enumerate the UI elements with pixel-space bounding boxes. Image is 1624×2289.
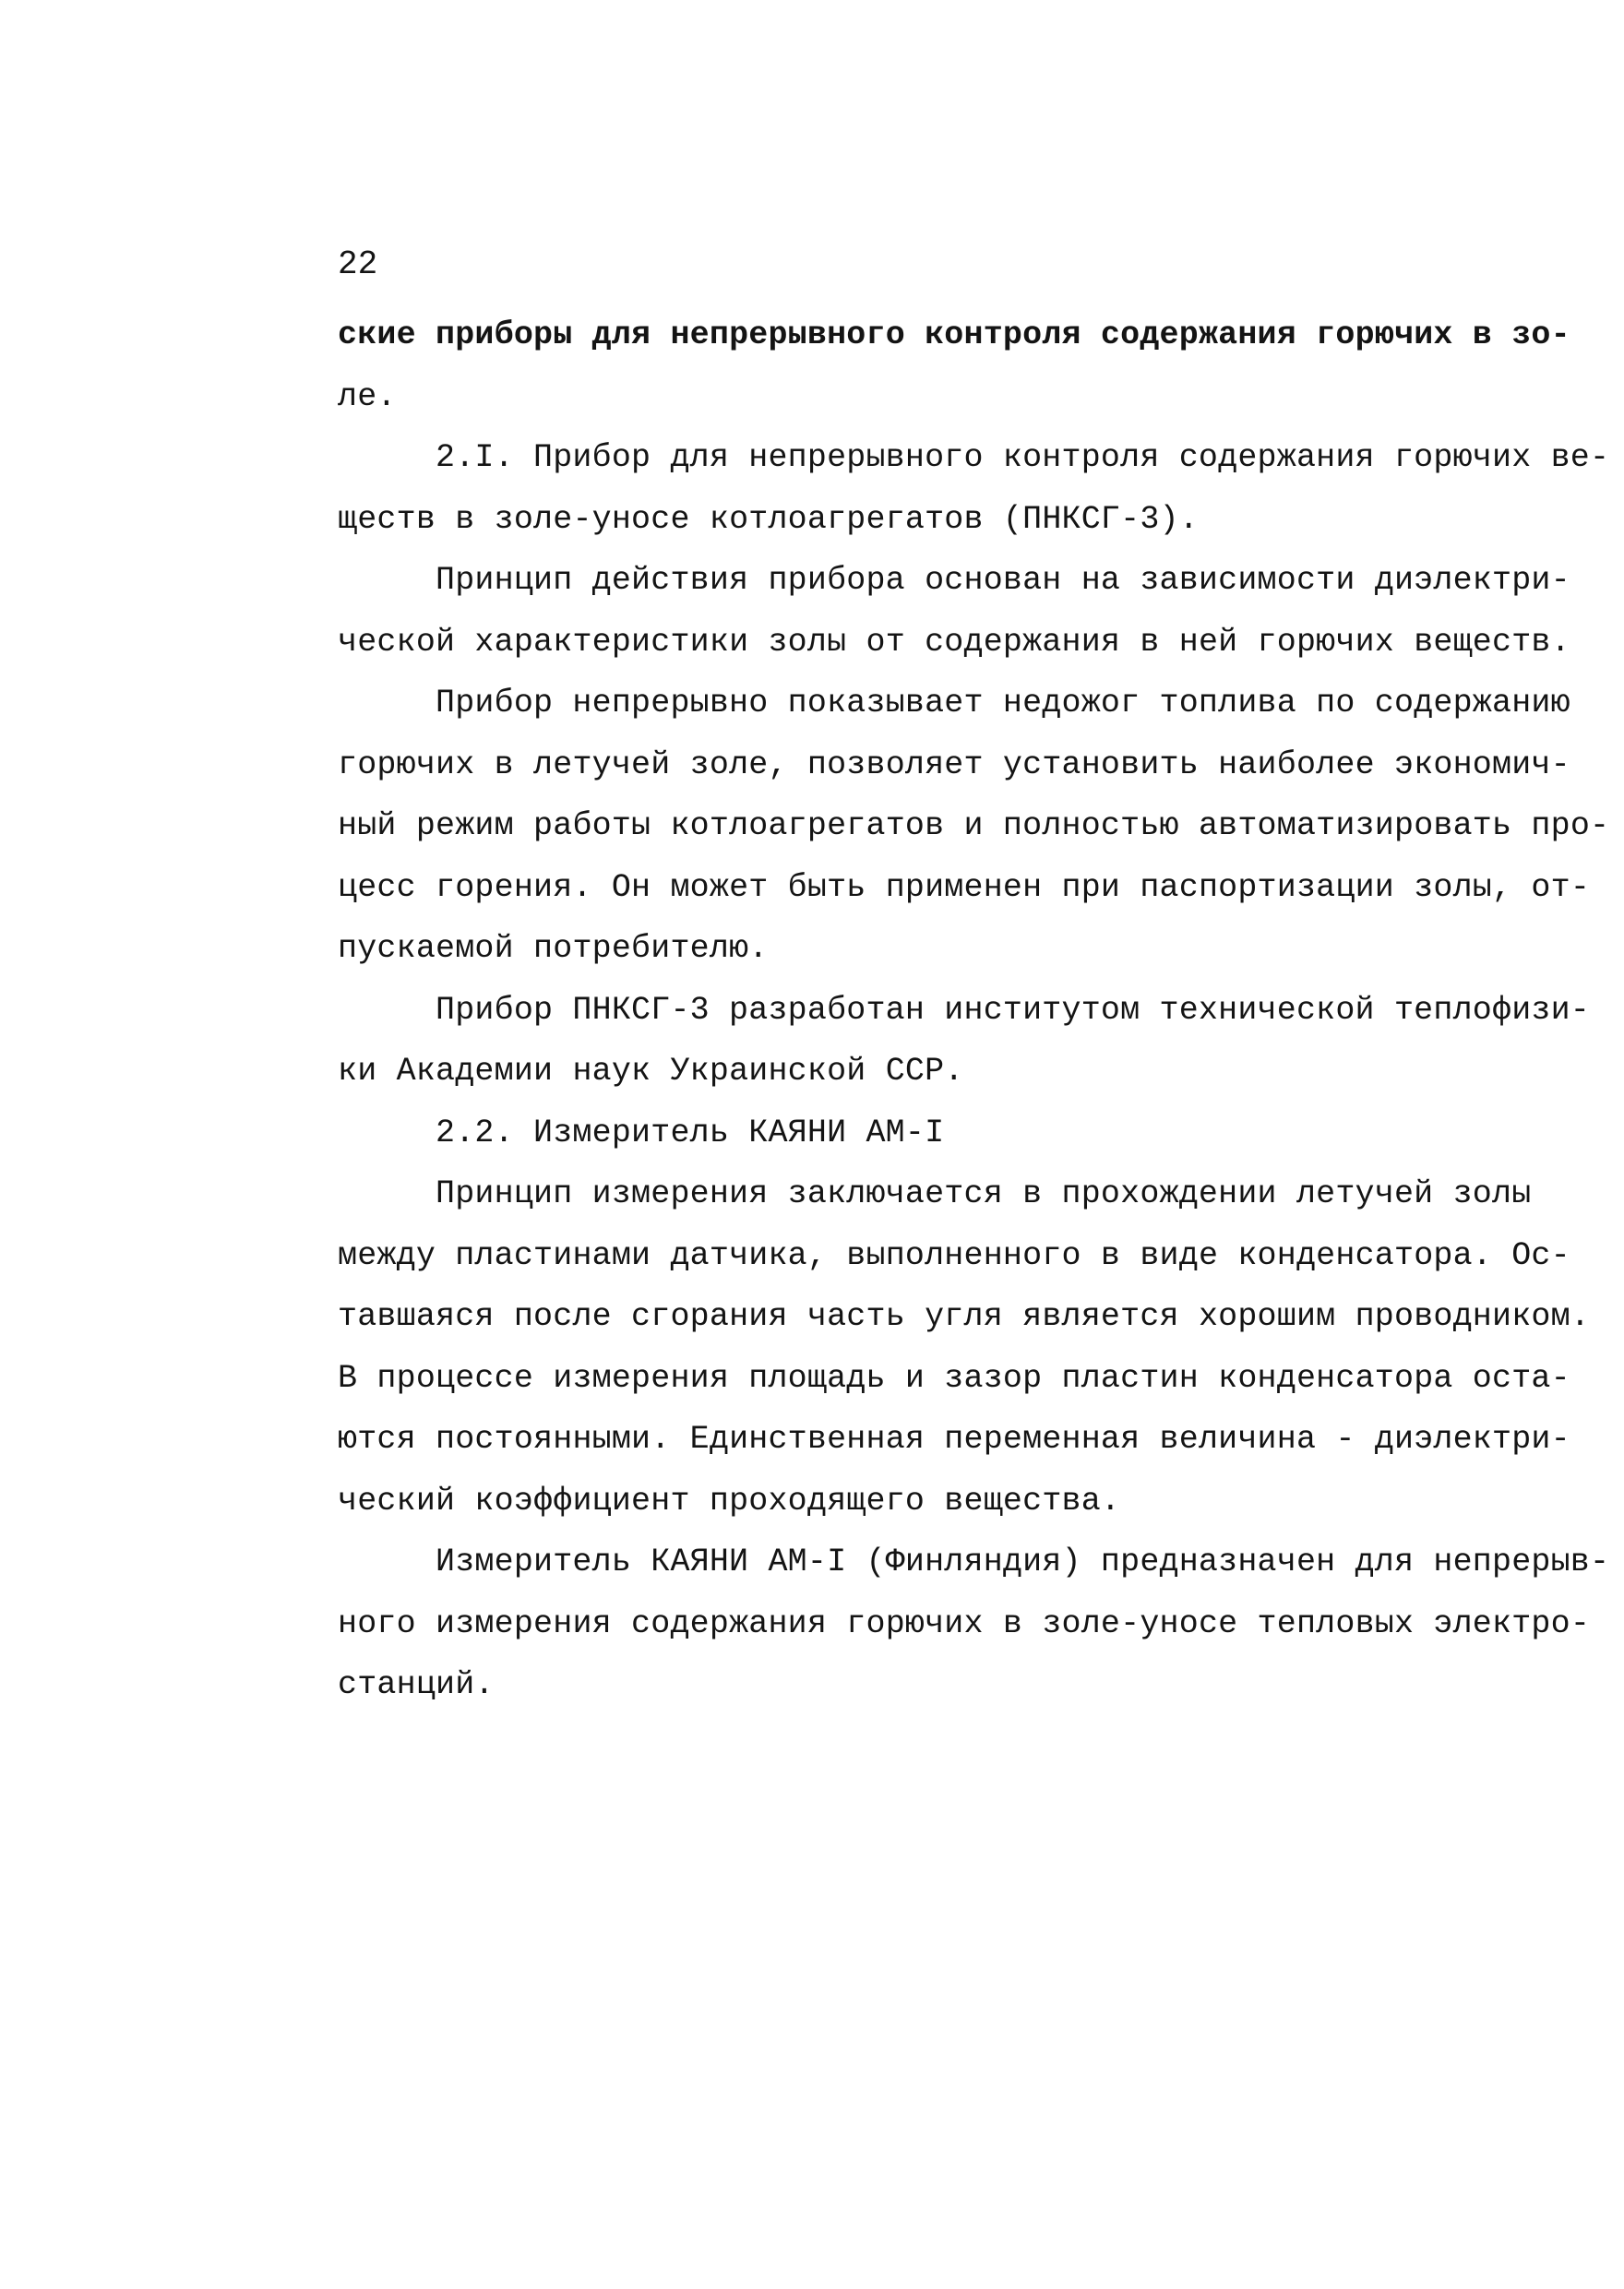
text-line: ки Академии наук Украинской ССР. [338,1053,964,1090]
text-line: ческой характеристики золы от содержания в ней горючих веществ. [338,623,1570,661]
section-heading-2-2: 2.2. Измеритель КАЯНИ АМ-I [436,1114,945,1151]
text-line: горючих в летучей золе, позволяет установить наиболее экономич- [338,745,1570,783]
paragraph-start: Принцип действия прибора основан на зависимости диэлектри- [436,562,1570,599]
text-line: пускаемой потребителю. [338,930,769,967]
text-line: цесс горения. Он может быть применен при паспортизации золы, от- [338,868,1591,906]
paragraph-start: Измеритель КАЯНИ АМ-I (Финляндия) предназначен для непрерыв- [436,1544,1610,1580]
paragraph-start: Прибор ПНКСГ-3 разработан институтом технической теплофизи- [436,991,1591,1029]
text-line: ются постоянными. Единственная переменная величина - диэлектри- [338,1421,1570,1458]
text-line: между пластинами датчика, выполненного в виде конденсатора. Ос- [338,1236,1570,1274]
text-line: ле. [338,377,397,415]
text-line: ный режим работы котлоагрегатов и полностью автоматизировать про- [338,807,1610,844]
text-line: В процессе измерения площадь и зазор пластин конденсатора оста- [338,1359,1570,1397]
paragraph-start: Принцип измерения заключается в прохождении летучей золы [436,1175,1532,1212]
body-text [338,304,1610,1716]
text-line: ществ в золе-уносе котлоагрегатов (ПНКСГ-3). [338,500,1199,538]
section-heading-2-1: 2.I. Прибор для непрерывного контроля содержания горючих ве- [436,439,1610,476]
text-line: ские приборы для непрерывного контроля содержания горючих в зо- [338,316,1570,353]
text-line: станций. [338,1666,495,1703]
paragraph-start: Прибор непрерывно показывает недожог топлива по содержанию [436,685,1570,721]
text-line: ческий коэффициент проходящего вещества. [338,1482,1121,1520]
text-line: тавшаяся после сгорания часть угля является хорошим проводником. [338,1298,1591,1335]
text-line: ного измерения содержания горючих в золе-уносе тепловых электро- [338,1604,1591,1642]
page-number: 22 [338,245,378,283]
